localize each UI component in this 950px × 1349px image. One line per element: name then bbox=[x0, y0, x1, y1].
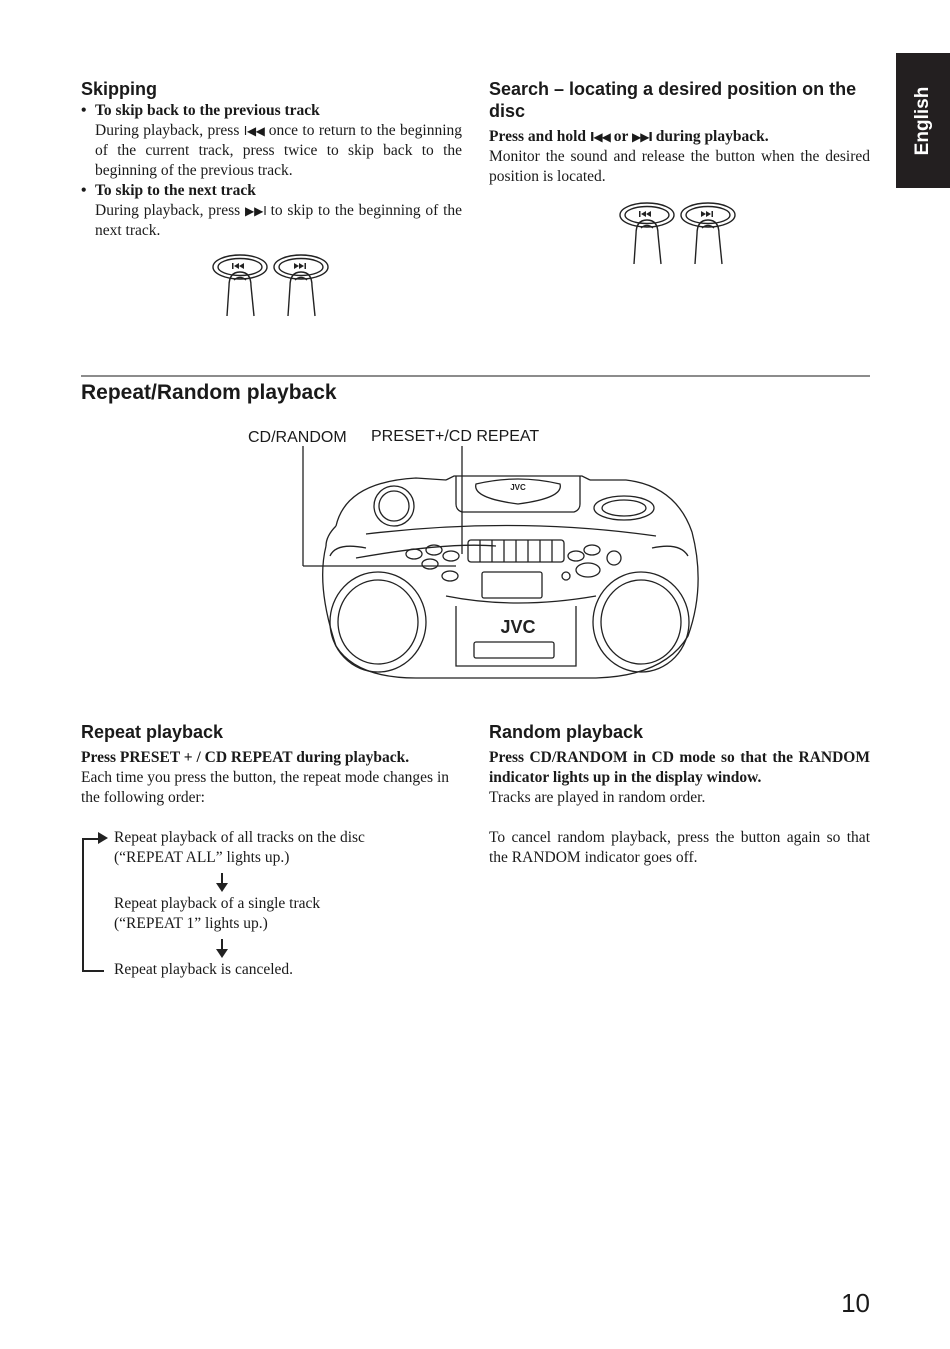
skipping-heading: Skipping bbox=[81, 79, 157, 99]
skip-back-text-b: once to return to the beginning of the current track, press twice to skip back to the beginning of the previous track. bbox=[95, 122, 463, 179]
language-tab-label: English bbox=[912, 86, 933, 155]
flow-step1-line1: Repeat playback of all tracks on the disc bbox=[114, 829, 365, 846]
search-instruction-or: or bbox=[613, 128, 629, 145]
search-buttons-illustration bbox=[612, 198, 742, 268]
language-tab bbox=[896, 53, 950, 188]
repeat-playback-heading: Repeat playback bbox=[81, 722, 224, 742]
repeat-mode-flow bbox=[81, 828, 481, 988]
skip-next-text-a: During playback, press bbox=[95, 202, 241, 219]
flow-step2-line1: Repeat playback of a single track bbox=[114, 895, 321, 912]
search-text: Monitor the sound and release the button when the desired position is located. bbox=[489, 148, 870, 185]
search-heading: Search – locating a desired position on the disc bbox=[489, 79, 857, 121]
section-divider bbox=[81, 375, 870, 377]
random-text-1: Tracks are played in random order. bbox=[489, 789, 706, 806]
skipping-section bbox=[81, 78, 462, 241]
boombox-brand-top: JVC bbox=[510, 483, 526, 492]
page-number: 10 bbox=[841, 1288, 870, 1318]
flow-step2-line2: (“REPEAT 1” lights up.) bbox=[114, 915, 268, 932]
random-playback-section bbox=[489, 721, 870, 868]
callout-preset-cd-repeat: PRESET+/CD REPEAT bbox=[371, 428, 540, 445]
flow-step1-line2: (“REPEAT ALL” lights up.) bbox=[114, 849, 290, 866]
flow-bottom-line bbox=[82, 970, 104, 972]
boombox-brand-front: JVC bbox=[500, 617, 536, 637]
flow-step3: Repeat playback is canceled. bbox=[114, 961, 294, 978]
repeat-instruction: Press PRESET + / CD REPEAT during playback. bbox=[81, 749, 410, 766]
next-symbol: ▶▶I bbox=[631, 130, 652, 144]
skip-back-text-a: During playback, press bbox=[95, 122, 240, 139]
skip-back-text bbox=[81, 121, 462, 181]
flow-loop-line bbox=[82, 838, 84, 971]
skip-back-title: • To skip back to the previous track bbox=[81, 101, 462, 121]
boombox-illustration bbox=[296, 446, 716, 686]
callout-cd-random: CD/RANDOM bbox=[248, 429, 347, 446]
next-symbol: ▶▶I bbox=[244, 204, 266, 218]
prev-symbol: I◀◀ bbox=[589, 130, 610, 144]
search-instruction-b: during playback. bbox=[655, 128, 769, 145]
search-section bbox=[489, 78, 870, 187]
search-instruction-a: Press and hold bbox=[489, 128, 587, 145]
flow-arrow-right-icon bbox=[98, 832, 108, 844]
random-text-2: To cancel random playback, press the button again so that the RANDOM indicator goes off. bbox=[489, 829, 870, 866]
flow-arrow-down-icon bbox=[216, 883, 228, 892]
search-instruction bbox=[489, 127, 870, 147]
flow-arrow-down-icon bbox=[216, 949, 228, 958]
random-instruction: Press CD/RANDOM in CD mode so that the RANDOM indicator lights up in the display window. bbox=[489, 749, 870, 786]
skip-buttons-illustration bbox=[205, 250, 335, 320]
random-playback-heading: Random playback bbox=[489, 722, 644, 742]
repeat-random-heading: Repeat/Random playback bbox=[81, 381, 337, 404]
repeat-playback-section bbox=[81, 721, 462, 808]
repeat-text: Each time you press the button, the repeat mode changes in the following order: bbox=[81, 769, 450, 806]
skip-next-text bbox=[81, 201, 462, 241]
prev-symbol: I◀◀ bbox=[243, 124, 265, 138]
skip-next-title: • To skip to the next track bbox=[81, 181, 462, 201]
skip-next-text-b: to skip to the beginning of the next track. bbox=[95, 202, 463, 239]
